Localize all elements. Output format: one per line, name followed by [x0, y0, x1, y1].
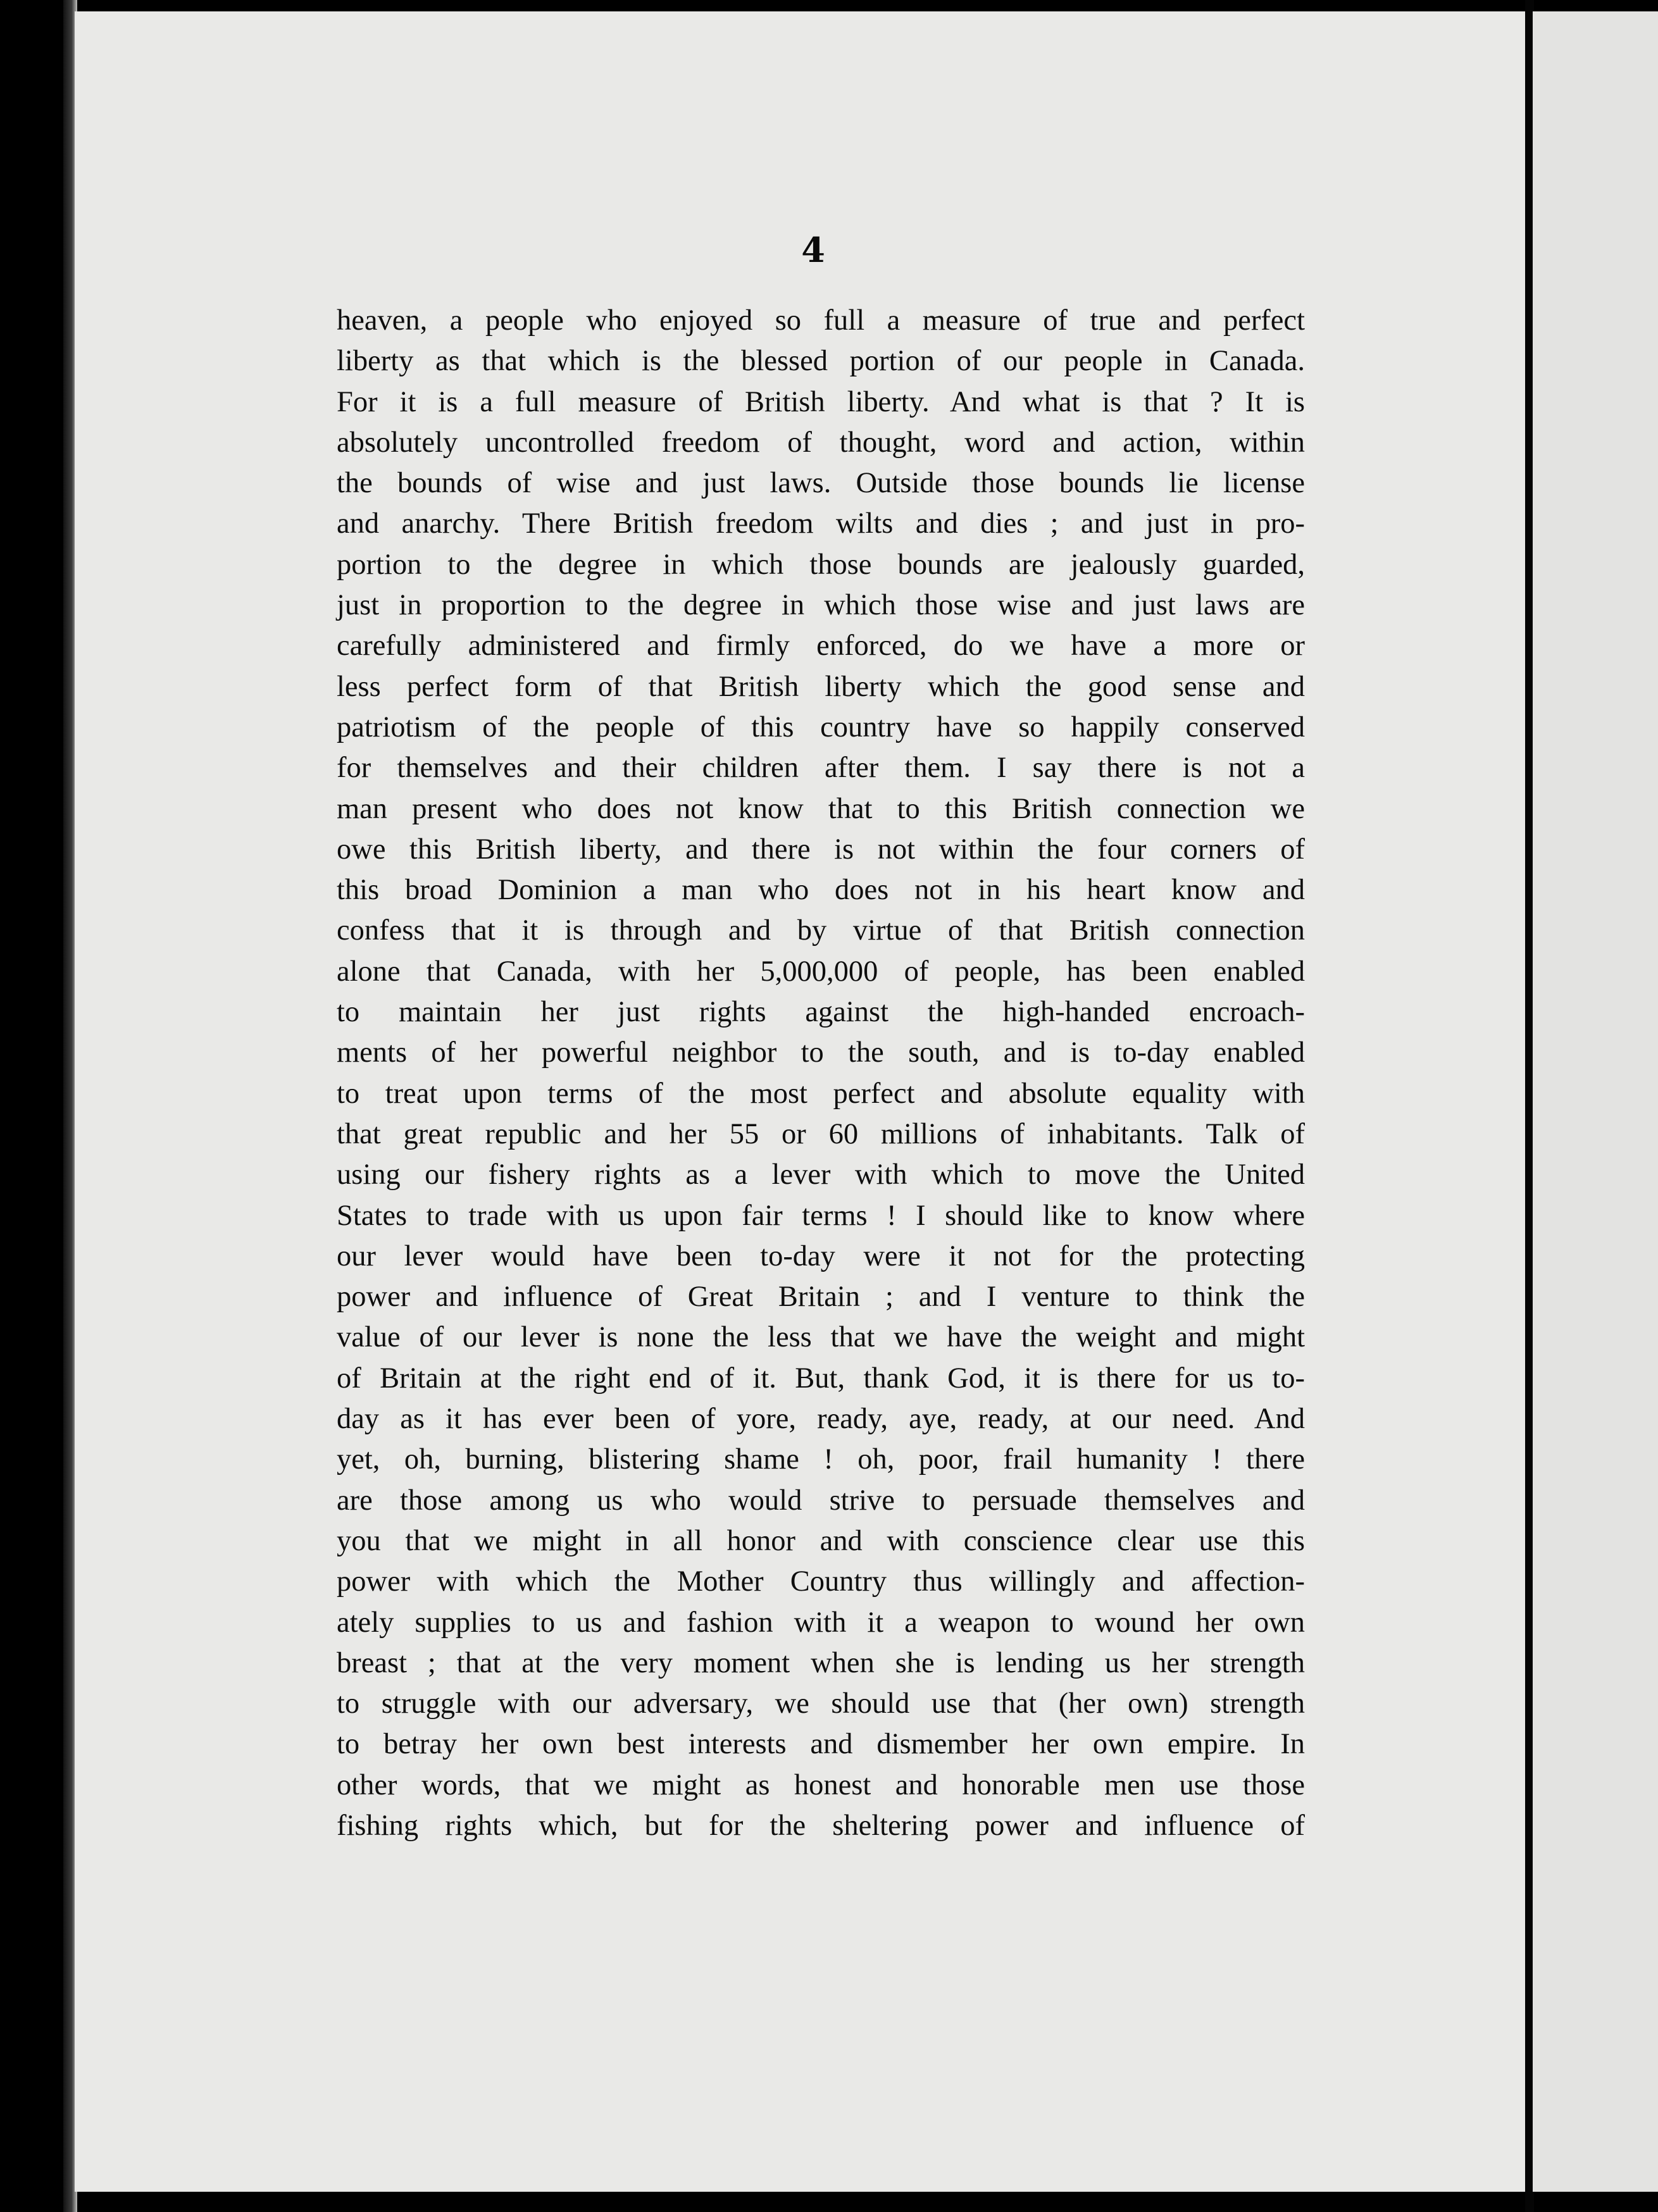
text-line: ately supplies to us and fashion with it a weapon to wound her own — [337, 1606, 1305, 1639]
text-line: to struggle with our adversary, we should use that (her own) strength — [337, 1687, 1305, 1720]
text-line: value of our lever is none the less that we have the weight and might — [337, 1321, 1305, 1354]
page-number: 4 — [801, 230, 825, 270]
text-line: of Britain at the right end of it. But, thank God, it is there for us to- — [337, 1362, 1305, 1395]
text-line: the bounds of wise and just laws. Outside those bounds lie license — [337, 467, 1305, 500]
text-line: other words, that we might as honest and honorable men use those — [337, 1768, 1305, 1801]
text-line: you that we might in all honor and with conscience clear use this — [337, 1524, 1305, 1557]
text-line: that great republic and her 55 or 60 millions of inhabitants. Talk of — [337, 1117, 1305, 1150]
facing-page-edge — [1533, 11, 1658, 2192]
text-line: portion to the degree in which those bounds are jealously guarded, — [337, 548, 1305, 581]
text-line: patriotism of the people of this country have so happily conserved — [337, 711, 1305, 743]
text-line: liberty as that which is the blessed portion of our people in Canada. — [337, 345, 1305, 378]
text-line: and anarchy. There British freedom wilts and dies ; and just in pro- — [337, 507, 1305, 540]
text-line: confess that it is through and by virtue of that British connection — [337, 914, 1305, 947]
text-line: carefully administered and firmly enforced, do we have a more or — [337, 630, 1305, 662]
text-line: heaven, a people who enjoyed so full a measure of true and perfect — [337, 304, 1305, 337]
text-line: to treat upon terms of the most perfect and absolute equality with — [337, 1077, 1305, 1110]
text-line: this broad Dominion a man who does not in his heart know and — [337, 874, 1305, 907]
text-line: for themselves and their children after them. I say there is not a — [337, 752, 1305, 785]
text-line: absolutely uncontrolled freedom of thought, word and action, within — [337, 426, 1305, 459]
text-line: using our fishery rights as a lever with which to move the United — [337, 1159, 1305, 1191]
text-line: to maintain her just rights against the high-handed encroach- — [337, 996, 1305, 1029]
text-line: yet, oh, burning, blistering shame ! oh, poor, frail humanity ! there — [337, 1443, 1305, 1476]
text-line: For it is a full measure of British liberty. And what is that ? It is — [337, 385, 1305, 418]
text-line: alone that Canada, with her 5,000,000 of people, has been enabled — [337, 955, 1305, 988]
body-text — [337, 301, 1305, 1846]
text-line: power and influence of Great Britain ; and I venture to think the — [337, 1281, 1305, 1314]
text-line: are those among us who would strive to persuade themselves and — [337, 1484, 1305, 1517]
text-line: day as it has ever been of yore, ready, aye, ready, at our need. And — [337, 1403, 1305, 1436]
text-line: fishing rights which, but for the sheltering power and influence of — [337, 1809, 1305, 1842]
text-line: breast ; that at the very moment when she is lending us her strength — [337, 1646, 1305, 1679]
text-line: to betray her own best interests and dismember her own empire. In — [337, 1728, 1305, 1761]
text-line: just in proportion to the degree in which those wise and just laws are — [337, 589, 1305, 622]
text-line: less perfect form of that British liberty which the good sense and — [337, 670, 1305, 703]
text-line: ments of her powerful neighbor to the south, and is to-day enabled — [337, 1036, 1305, 1069]
text-line: man present who does not know that to this British connection we — [337, 792, 1305, 825]
text-line: power with which the Mother Country thus willingly and affection- — [337, 1565, 1305, 1598]
text-line: States to trade with us upon fair terms ! I should like to know where — [337, 1199, 1305, 1232]
text-line: owe this British liberty, and there is not within the four corners of — [337, 833, 1305, 866]
text-line: our lever would have been to-day were it not for the protecting — [337, 1240, 1305, 1272]
